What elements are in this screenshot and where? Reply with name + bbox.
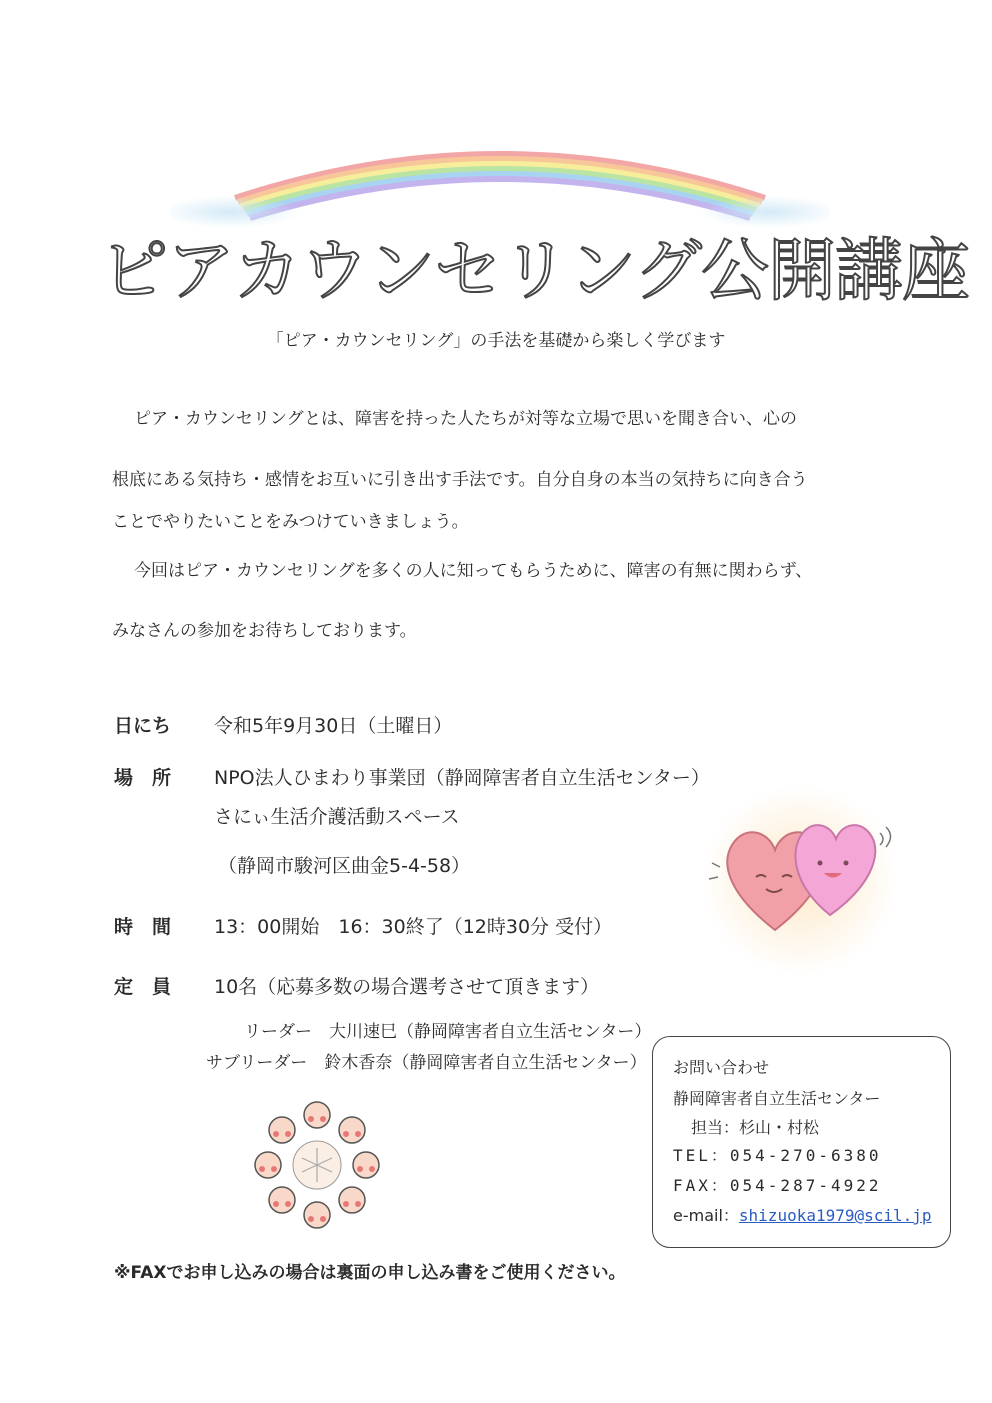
place-line-3: （静岡市駿河区曲金5-4-58） [218, 855, 471, 877]
intro-line-3: ことでやりたいことをみつけていきましょう。 [112, 512, 469, 532]
intro-line-1: ピア・カウンセリングとは、障害を持った人たちが対等な立場で思いを聞き合い、心の [134, 409, 797, 429]
capacity-label: 定 員 [114, 976, 172, 998]
fax-footnote: ※FAXでお申し込みの場合は裏面の申し込み書をご使用ください。 [114, 1263, 626, 1283]
contact-heading: お問い合わせ [673, 1058, 770, 1077]
time-label: 時 間 [114, 916, 172, 938]
place-line-1: NPO法人ひまわり事業団（静岡障害者自立生活センター） [214, 767, 710, 789]
subtitle: 「ピア・カウンセリング」の手法を基礎から楽しく学びます [266, 331, 726, 351]
contact-email-row [673, 1203, 932, 1226]
contact-person: 担当：杉山・村松 [691, 1118, 820, 1137]
time-value: 13：00開始 16：30終了（12時30分 受付） [214, 916, 613, 938]
intro-line-5: みなさんの参加をお待ちしております。 [112, 621, 417, 641]
contact-fax: FAX：054-287-4922 [673, 1176, 882, 1195]
place-line-2: さにぃ生活介護活動スペース [214, 806, 460, 828]
contact-box [652, 1036, 951, 1248]
subleader-info: サブリーダー 鈴木香奈（静岡障害者自立生活センター） [206, 1053, 647, 1073]
email-label: e-mail： [673, 1206, 739, 1225]
leader-info: リーダー 大川速巳（静岡障害者自立生活センター） [244, 1022, 652, 1042]
date-label: 日にち [114, 715, 172, 737]
intro-line-4: 今回はピア・カウンセリングを多くの人に知ってもらうために、障害の有無に関わらず、 [134, 561, 813, 581]
intro-line-2: 根底にある気持ち・感情をお互いに引き出す手法です。自分自身の本当の気持ちに向き合う [112, 470, 808, 490]
hearts-illustration [700, 775, 900, 975]
email-link[interactable]: shizuoka1979@scil.jp [738, 1206, 932, 1225]
contact-tel: TEL：054-270-6380 [673, 1146, 882, 1165]
date-value: 令和5年9月30日（土曜日） [214, 715, 453, 737]
place-label: 場 所 [114, 767, 172, 789]
capacity-value: 10名（応募多数の場合選考させて頂きます） [214, 976, 600, 998]
rainbow-illustration [170, 140, 830, 230]
people-circle-illustration [252, 1100, 382, 1230]
page-title: ピアカウンセリング公開講座 [100, 232, 969, 311]
contact-org: 静岡障害者自立生活センター [673, 1089, 881, 1108]
